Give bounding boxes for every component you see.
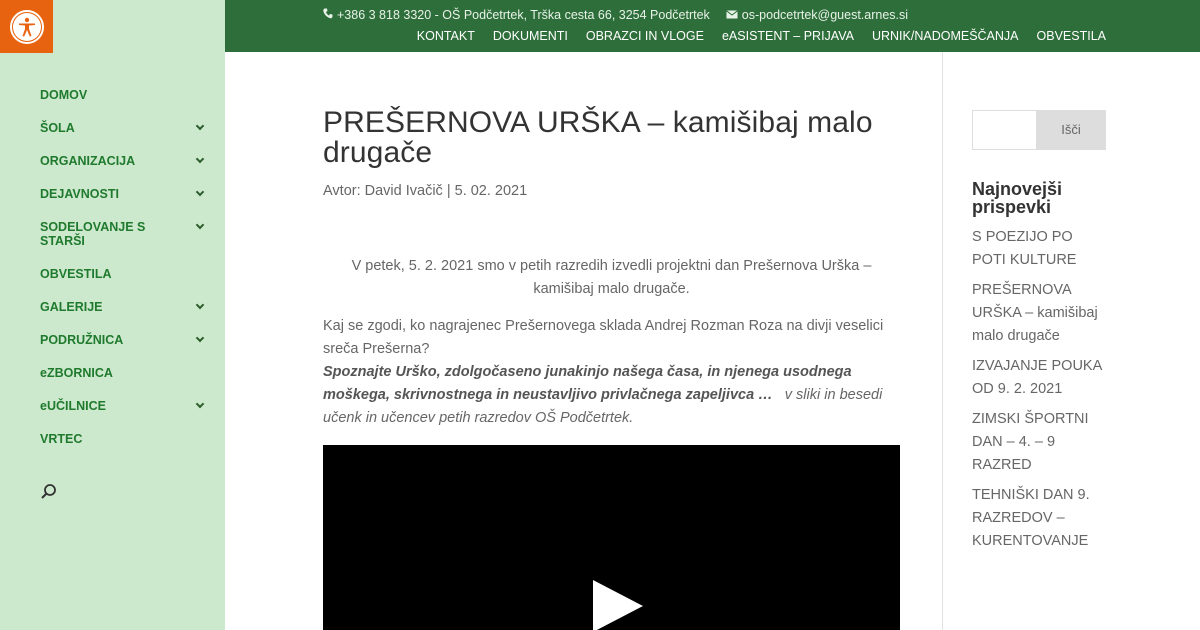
sidebar-item-sodelovanje-s-starši[interactable]	[40, 220, 210, 248]
sidebar-item-label: OBVESTILA	[40, 267, 112, 281]
sidebar-item-ezbornica[interactable]	[40, 366, 210, 380]
chevron-down-icon[interactable]	[196, 334, 204, 342]
sidebar-item-organizacija[interactable]	[40, 154, 210, 168]
recent-posts-list	[972, 226, 1102, 560]
chevron-down-icon[interactable]	[196, 301, 204, 309]
topnav-obrazci-in-vloge[interactable]: OBRAZCI IN VLOGE	[585, 29, 704, 43]
search-icon[interactable]	[40, 483, 60, 503]
sidebar-item-domov[interactable]	[40, 88, 210, 102]
sidebar-item-label: eUČILNICE	[40, 399, 106, 413]
sidebar-item-galerije[interactable]	[40, 300, 210, 314]
post-content	[323, 108, 900, 630]
post-meta: Avtor: David Ivačič | 5. 02. 2021	[323, 183, 528, 199]
recent-posts-title: Najnovejši prispevki	[972, 179, 1063, 217]
recent-post-link[interactable]: S POEZIJO PO POTI KULTURE	[972, 229, 1077, 268]
sidebar-item-obvestila[interactable]	[40, 267, 210, 281]
topnav-kontakt[interactable]: KONTAKT	[416, 29, 475, 43]
email-icon	[726, 8, 738, 22]
sidebar-item-label: ORGANIZACIJA	[40, 154, 136, 168]
post-body-question: Kaj se zgodi, ko nagrajenec Prešernovega sklada Andrej Rozman Roza na divji veselici sreča Prešerna?	[323, 318, 884, 357]
top-header	[225, 0, 1200, 52]
content-divider	[942, 52, 943, 630]
accessibility-icon	[10, 10, 44, 44]
chevron-down-icon[interactable]	[196, 221, 204, 229]
sidebar-item-label: DOMOV	[40, 88, 88, 102]
chevron-down-icon[interactable]	[196, 400, 204, 408]
topnav-obvestila[interactable]: OBVESTILA	[1036, 29, 1106, 43]
topnav-easistent-prijava[interactable]: eASISTENT – PRIJAVA	[721, 29, 854, 43]
sidebar-item-dejavnosti[interactable]	[40, 187, 210, 201]
sidebar-item-label: GALERIJE	[40, 300, 103, 314]
search-input[interactable]	[972, 110, 1036, 150]
top-navigation	[417, 29, 1106, 43]
accessibility-button[interactable]	[0, 0, 53, 53]
recent-post-link[interactable]: PREŠERNOVA URŠKA – kamišibaj malo drugače	[972, 282, 1098, 344]
sidebar-item-label: ŠOLA	[40, 121, 75, 135]
recent-post-link[interactable]: TEHNIŠKI DAN 9. RAZREDOV – KURENTOVANJE	[972, 487, 1090, 549]
topnav-urnik-nadomescanja[interactable]: URNIK/NADOMEŠČANJA	[871, 29, 1019, 43]
video-player[interactable]	[323, 445, 900, 630]
chevron-down-icon[interactable]	[196, 188, 204, 196]
sidebar-item-eučilnice[interactable]	[40, 399, 210, 413]
recent-post-link[interactable]: IZVAJANJE POUKA OD 9. 2. 2021	[972, 358, 1102, 397]
sidebar-item-vrtec[interactable]	[40, 432, 210, 446]
topnav-dokumenti[interactable]: DOKUMENTI	[492, 29, 568, 43]
contact-info	[323, 8, 908, 22]
sidebar-item-šola[interactable]	[40, 121, 210, 135]
email-text: os-podcetrtek@guest.arnes.si	[741, 8, 909, 22]
post-title: PREŠERNOVA URŠKA – kamišibaj malo drugače	[323, 106, 873, 169]
post-body-italic: v sliki in besedi učenk in učencev petih razredov OŠ Podčetrtek.	[323, 387, 883, 426]
chevron-down-icon[interactable]	[196, 155, 204, 163]
sidebar-item-label: PODRUŽNICA	[40, 333, 124, 347]
phone-icon	[323, 8, 333, 22]
left-sidebar	[0, 0, 225, 630]
post-body-emphasis: Spoznajte Urško, zdolgočaseno junakinjo našega časa, in njenega usodnega moškega, skrivnostnega in neustavljivo privlačnega zapeljivca …	[323, 364, 852, 403]
sidebar-item-label: SODELOVANJE S STARŠI	[40, 220, 146, 248]
play-icon[interactable]	[593, 580, 643, 630]
recent-post-link[interactable]: ZIMSKI ŠPORTNI DAN – 4. – 9 RAZRED	[972, 411, 1089, 473]
search-button[interactable]: Išči	[1036, 110, 1106, 150]
sidebar-item-label: eZBORNICA	[40, 366, 113, 380]
sidebar-item-label: VRTEC	[40, 432, 83, 446]
sidebar-item-label: DEJAVNOSTI	[40, 187, 119, 201]
email-link[interactable]	[726, 8, 908, 22]
chevron-down-icon[interactable]	[196, 122, 204, 130]
sidebar-item-podružnica[interactable]	[40, 333, 210, 347]
post-intro-paragraph: V petek, 5. 2. 2021 smo v petih razredih izvedli projektni dan Prešernova Urška – kamišibaj malo drugače.	[351, 258, 872, 297]
phone-address-text: +386 3 818 3320 - OŠ Podčetrtek, Trška cesta 66, 3254 Podčetrtek	[337, 8, 710, 22]
post-body-paragraph	[323, 315, 900, 430]
search-form	[972, 110, 1106, 150]
main-navigation	[40, 88, 210, 465]
